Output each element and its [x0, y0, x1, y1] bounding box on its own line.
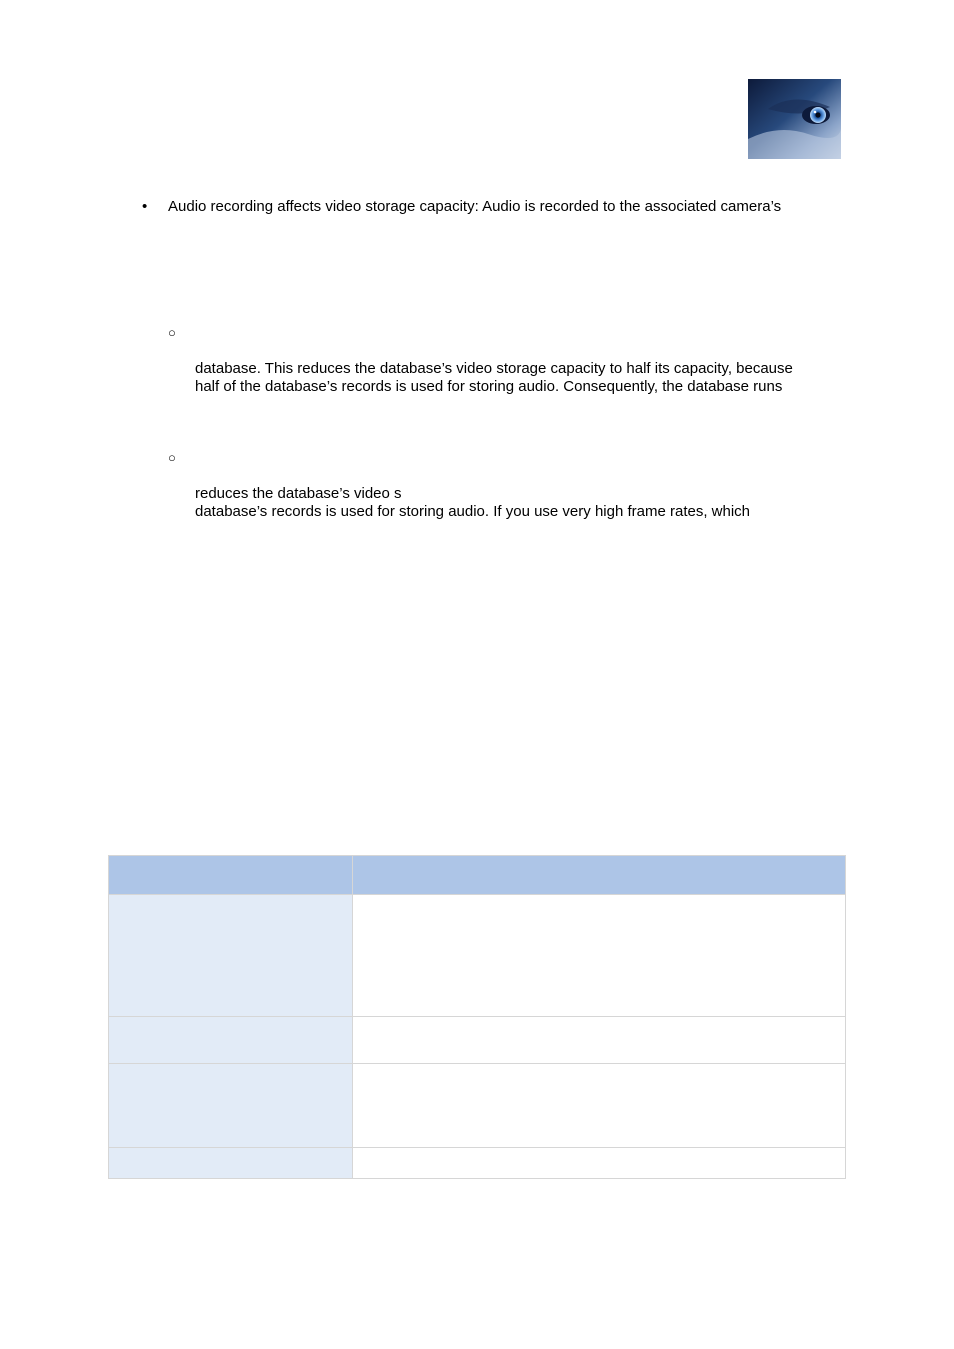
table-value-cell	[353, 1017, 846, 1064]
table-label-cell	[109, 1017, 353, 1064]
sub1-line1: database. This reduces the database’s video storage capacity to half its capacity, because	[195, 360, 793, 377]
bullet-text: Audio recording affects video storage capacity: Audio is recorded to the associated camera’s	[168, 198, 782, 215]
bullet-icon: •	[142, 198, 148, 215]
table-row	[109, 895, 846, 1017]
table-row	[109, 1064, 846, 1148]
sub-bullet-icon: ○	[168, 325, 176, 340]
wolf-eye-logo	[748, 79, 841, 159]
sub2-line1: reduces the database’s video s	[195, 485, 402, 502]
sub-bullet-icon: ○	[168, 450, 176, 465]
table-label-cell	[109, 1064, 353, 1148]
table-value-cell	[353, 895, 846, 1017]
table-label-cell	[109, 895, 353, 1017]
table-value-cell	[353, 1148, 846, 1179]
table-value-cell	[353, 1064, 846, 1148]
table-header-cell	[353, 856, 846, 895]
sub2-line2: database’s records is used for storing audio. If you use very high frame rates, which	[195, 503, 751, 520]
table-header-row	[109, 856, 846, 895]
table-row	[109, 1148, 846, 1179]
sub1-line2: half of the database’s records is used for storing audio. Consequently, the database runs	[195, 378, 783, 395]
table-row	[109, 1017, 846, 1064]
table-label-cell	[109, 1148, 353, 1179]
table-header-cell	[109, 856, 353, 895]
data-table	[108, 855, 846, 1179]
